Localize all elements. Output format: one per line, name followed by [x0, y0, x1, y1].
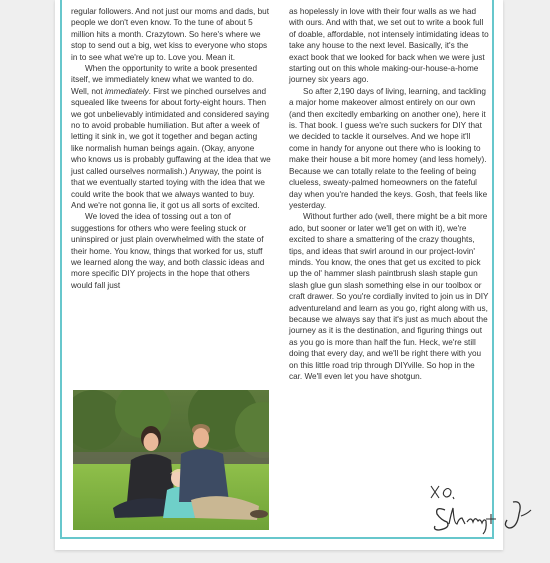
- signature-xo-stroke: [431, 486, 439, 498]
- right-paragraph-2: So after 2,190 days of living, learning, and tackling a major home makeover almost entirely on our own (and then excitedly embarking on another one), here it is. That book. I guess we're such suckers for DIY that we decided to tackle it ourselves. And we hope it'll come in handy for anyone out there who is looking to make their house a bit more homey (and less homely). Because we can totally relate to the feeling of being clueless, sweaty-palmed homeowners on the fateful day when you're handed the keys. Gosh, that feels like yesterday.: [289, 86, 488, 210]
- signature-stroke: [505, 502, 520, 528]
- signature-stroke: [521, 510, 531, 516]
- family-photo-illustration: [73, 390, 269, 530]
- woman-face: [144, 433, 159, 451]
- signature-stroke: [467, 519, 486, 534]
- man-shirt: [179, 449, 229, 502]
- signature-xo-stroke: [453, 497, 454, 499]
- man-shoe: [250, 510, 268, 518]
- left-paragraph-2-start: When the opportunity to write a book presented itself, we immediately knew what we wanted to do. Well, not: [71, 64, 258, 96]
- left-text-column: [71, 6, 271, 291]
- handwritten-signature: [427, 480, 547, 540]
- left-paragraph-2-end: . First we pinched ourselves and squealed like tweens for about forty-eight hours. Then we got unbelievably intimidated and considered saying no to avoid probable humiliation. But after a week of letting it sink in, we got it together and began acting like normalish human beings again. (Okay, anyone who knows us is probably guffawing at the idea that we just called ourselves normalish.) Anyway, the point is that we eventually started toying with the idea that we could write the book that we always wanted to buy. And we're not gonna lie, it got us all sorts of excited.: [71, 86, 271, 210]
- signature-block: [427, 480, 547, 540]
- signature-stroke: [449, 508, 465, 524]
- left-paragraph-2-emphasis: immediately: [104, 86, 149, 96]
- left-paragraph-1: regular followers. And not just our moms and dads, but people we don't even know. To the tune of about 5 million hits a month. Crazytown. So here's where we stop to send out a big, wet kiss to everyone who stops in to see what we're up to. Love you. Mean it.: [71, 7, 269, 62]
- signature-xo-stroke: [443, 489, 451, 498]
- signature-plus: [486, 514, 496, 524]
- signature-stroke: [435, 509, 449, 530]
- right-paragraph-3: Without further ado (well, there might be a bit more ado, but sooner or later we'll get on with it), we're excited to share a smattering of the crazy thoughts, tips, and ideas that swirl around in our project-lovin' minds. You know, the ones that get us excited to pick up the ol' hammer slash paintbrush slash staple gun slash glue gun slash something else in our toolbox or craft drawer. So you're cordially invited to join us in DIY adventureland and learn as you go, right along with us, because we always say that it's just as much about the journey as it is the destination, and figuring things out as you go is more than half the fun. Heck, we're still doing that every day, and we'll be right there with you on this little road trip through DIYville. So hop in the car. We'll even let you have shotgun.: [289, 212, 489, 381]
- right-text-column: [289, 6, 489, 382]
- left-paragraph-3: We loved the idea of tossing out a ton of suggestions for others who were feeling stuck or uninspired or just plain overwhelmed with the state of their home. You know, things that worked for us, stuff we learned along the way, and both classic ideas and more specific DIY projects in the hope that others would fall just: [71, 212, 265, 290]
- book-page: [55, 0, 503, 550]
- family-photo: [73, 390, 269, 530]
- right-paragraph-1: as hopelessly in love with their four walls as we had with ours. And with that, we set out to write a book full of doable, affordable, not intensely intimidating ideas to take any house to the next level. Basically, it's the exact book that we looked for back when we were just starting out on this whole making-our-house-a-home journey six years ago.: [289, 7, 489, 85]
- left-paragraph-2: [71, 63, 271, 211]
- man-face: [193, 428, 209, 448]
